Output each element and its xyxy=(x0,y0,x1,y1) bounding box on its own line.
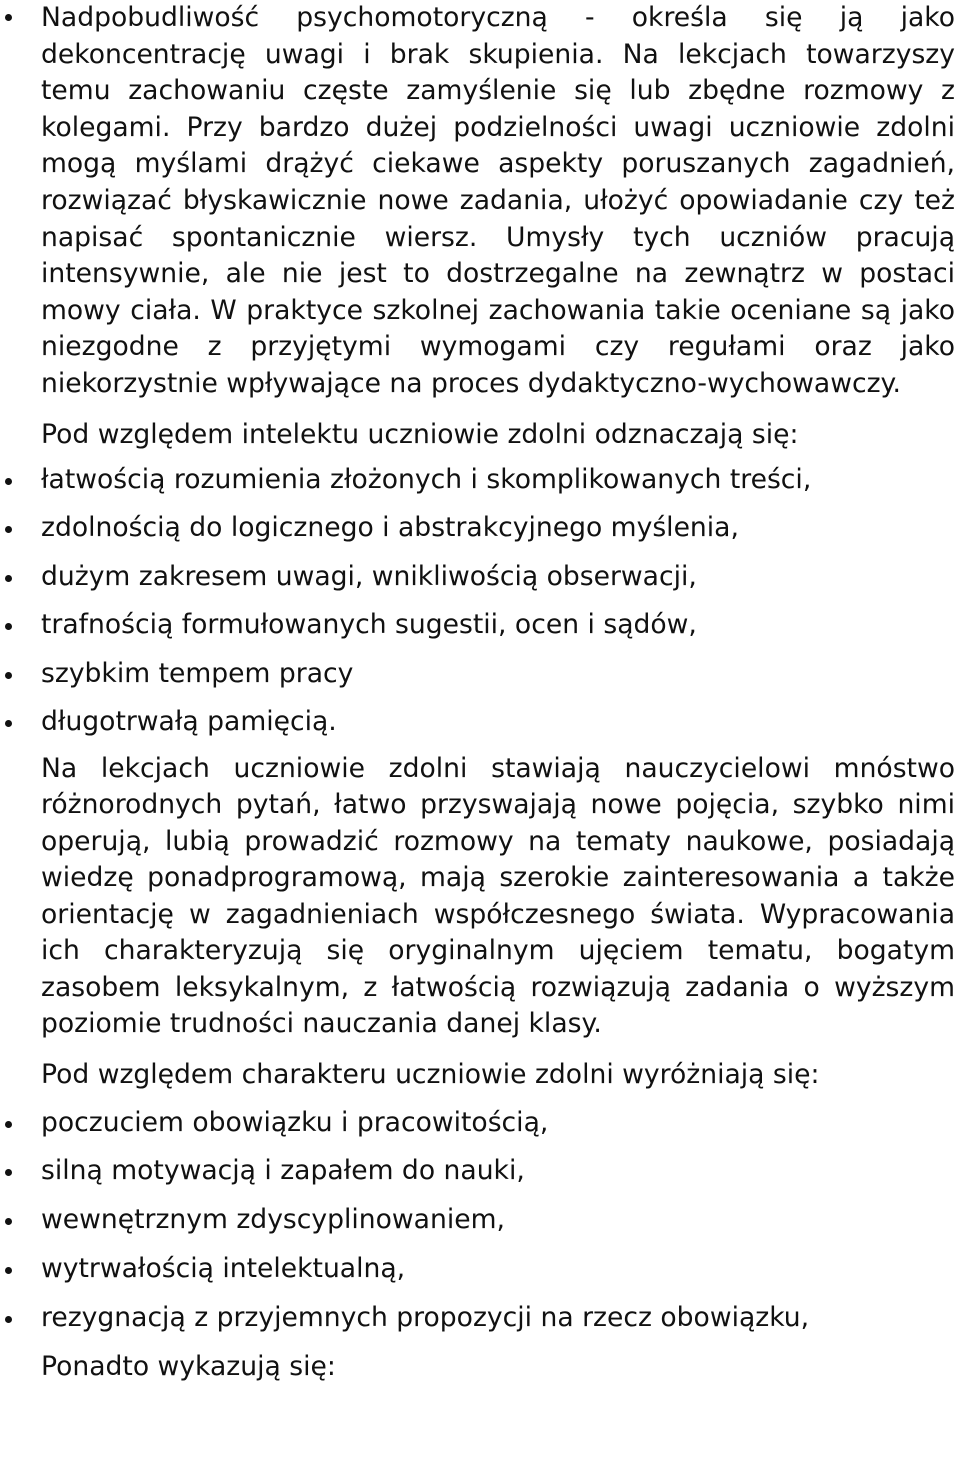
bullet-item-hyperactivity xyxy=(0,0,960,403)
bullet-item-text: Nadpobudliwość psychomotoryczną - określa się ją jako dekoncentrację uwagi i brak skupienia. Na lekcjach towarzyszy temu zachowaniu częste zamyślenie się lub zbędne rozmowy z kolegami. Przy bardzo dużej podzielności uwagi uczniowie zdolni mogą myślami drążyć ciekawe aspekty poruszanych zagadnień, rozwiązać błyskawicznie nowe zadania, ułożyć opowiadanie czy też napisać spontanicznie wiersz. Umysły tych uczniów pracują intensywnie, ale nie jest to dostrzegalne na zewnątrz w postaci mowy ciała. W praktyce szkolnej zachowania takie oceniane są jako niezgodne z przyjętymi wymogami czy regułami oraz jako niekorzystnie wpływające na proces dydaktyczno-wychowawczy. xyxy=(41,2,955,399)
list-item-text: łatwością rozumienia złożonych i skomplikowanych treści, xyxy=(41,463,812,495)
list-item-text: dużym zakresem uwagi, wnikliwością obserwacji, xyxy=(41,560,697,592)
intellect-intro: Pod względem intelektu uczniowie zdolni odznaczają się: xyxy=(41,418,799,450)
list-item-text: zdolnością do logicznego i abstrakcyjnego myślenia, xyxy=(41,512,739,544)
list-item xyxy=(0,607,960,656)
list-item-text: szybkim tempem pracy xyxy=(41,657,354,689)
list-item-text: wytrwałością intelektualną, xyxy=(41,1252,406,1284)
list-item xyxy=(0,1202,960,1251)
list-item-text: silną motywacją i zapałem do nauki, xyxy=(41,1155,525,1187)
list-item-text: trafnością formułowanych sugestii, ocen i sądów, xyxy=(41,609,697,641)
list-item xyxy=(0,1300,960,1349)
list-item-text: wewnętrznym zdyscyplinowaniem, xyxy=(41,1204,505,1236)
character-list xyxy=(0,1105,960,1349)
list-item-text: rezygnacją z przyjemnych propozycji na rzecz obowiązku, xyxy=(41,1301,810,1333)
list-item xyxy=(0,656,960,705)
intellect-list xyxy=(0,462,960,753)
character-intro: Pod względem charakteru uczniowie zdolni wyróżniają się: xyxy=(41,1058,820,1090)
list-item xyxy=(0,704,960,753)
list-item-text: długotrwałą pamięcią. xyxy=(41,706,337,738)
lessons-paragraph: Na lekcjach uczniowie zdolni stawiają nauczycielowi mnóstwo różnorodnych pytań, łatwo przyswajają nowe pojęcia, szybko nimi operują, lubią prowadzić rozmowy na tematy naukowe, posiadają wiedzę ponadprogramową, mają szerokie zainteresowania a także orientację w zagadnieniach współczesnego świata. Wypracowania ich charakteryzują się oryginalnym ujęciem tematu, bogatym zasobem leksykalnym, z łatwością rozwiązują zadania o wyższym poziomie trudności nauczania danej klasy. xyxy=(41,752,955,1040)
list-item-text: poczuciem obowiązku i pracowitością, xyxy=(41,1106,549,1138)
list-item xyxy=(0,559,960,608)
list-item xyxy=(0,1251,960,1300)
list-item xyxy=(0,1105,960,1154)
final-line: Ponadto wykazują się: xyxy=(41,1350,336,1382)
list-item xyxy=(0,462,960,511)
list-item xyxy=(0,510,960,559)
list-item xyxy=(0,1153,960,1202)
